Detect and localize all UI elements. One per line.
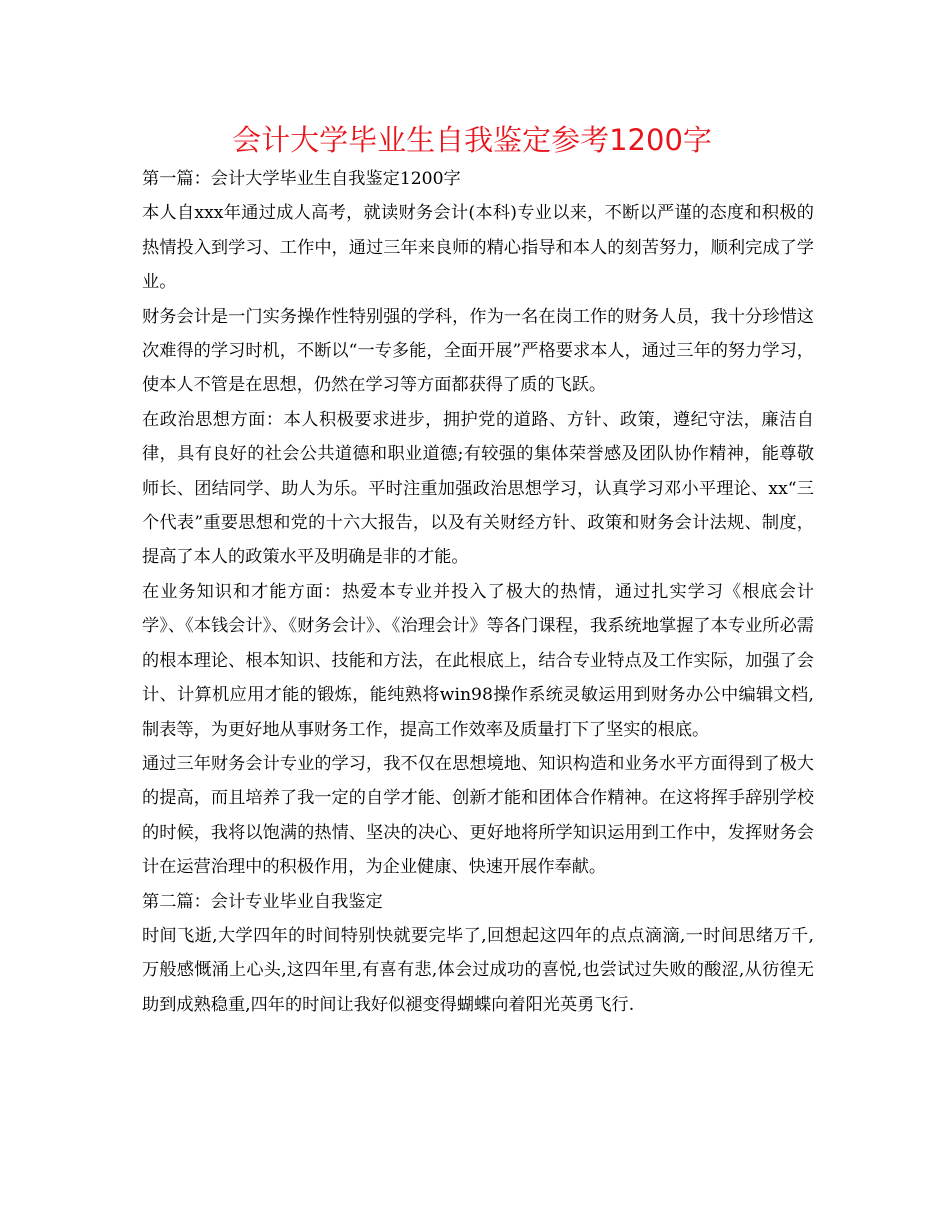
paragraph: 通过三年财务会计专业的学习，我不仅在思想境地、知识构造和业务水平方面得到了极大的提高，而且培养了我一定的自学才能、创新才能和团体合作精神。在这将挥手辞别学校的时候，我将以饱满的热情、坚决的决心、更好地将所学知识运用到工作中，发挥财务会计在运营治理中的积极作用，为企业健康、快速开展作奉献。 [142,753,814,878]
paragraph: 时间飞逝,大学四年的时间特别快就要完毕了,回想起这四年的点点滴滴,一时间思绪万千,万般感慨涌上心头,这四年里,有喜有悲,体会过成功的喜悦,也尝试过失败的酸涩,从彷徨无助到成熟稳重,四年的时间让我好似褪变得蝴蝶向着阳光英勇飞行. [142,925,814,1015]
section-heading: 第二篇：会计专业毕业自我鉴定 [142,891,383,912]
section-1 [142,162,814,885]
section-heading: 第一篇：会计大学毕业生自我鉴定1200字 [142,169,461,189]
paragraph: 在政治思想方面：本人积极要求进步，拥护党的道路、方针、政策，遵纪守法，廉洁自律，具有良好的社会公共道德和职业道德;有较强的集体荣誉感及团队协作精神，能尊敬师长、团结同学、助人为乐。平时注重加强政治思想学习，认真学习邓小平理论、xx“三个代表”重要思想和党的十六大报告，以及有关财经方针、政策和财务会计法规、制度，提高了本人的政策水平及明确是非的才能。 [142,409,814,568]
document-title: 会计大学毕业生自我鉴定参考1200字 [232,123,712,157]
section-2 [142,885,814,1023]
paragraph: 在业务知识和才能方面：热爱本专业并投入了极大的热情，通过扎实学习《根底会计学》、《本钱会计》、《财务会计》、《治理会计》等各门课程，我系统地掌握了本专业所必需的根本理论、根本知识、技能和方法，在此根底上，结合专业特点及工作实际，加强了会计、计算机应用才能的锻炼，能纯熟将win98操作系统灵敏运用到财务办公中编辑文档,制表等，为更好地从事财务工作，提高工作效率及质量打下了坚实的根底。 [142,581,814,740]
document-page [142,118,814,1022]
paragraph: 财务会计是一门实务操作性特别强的学科，作为一名在岗工作的财务人员，我十分珍惜这次难得的学习时机，不断以“一专多能，全面开展”严格要求本人，通过三年的努力学习，使本人不管是在思想，仍然在学习等方面都获得了质的飞跃。 [142,306,814,396]
paragraph: 本人自xxx年通过成人高考，就读财务会计(本科)专业以来，不断以严谨的态度和积极的热情投入到学习、工作中，通过三年来良师的精心指导和本人的刻苦努力，顺利完成了学业。 [142,203,814,293]
